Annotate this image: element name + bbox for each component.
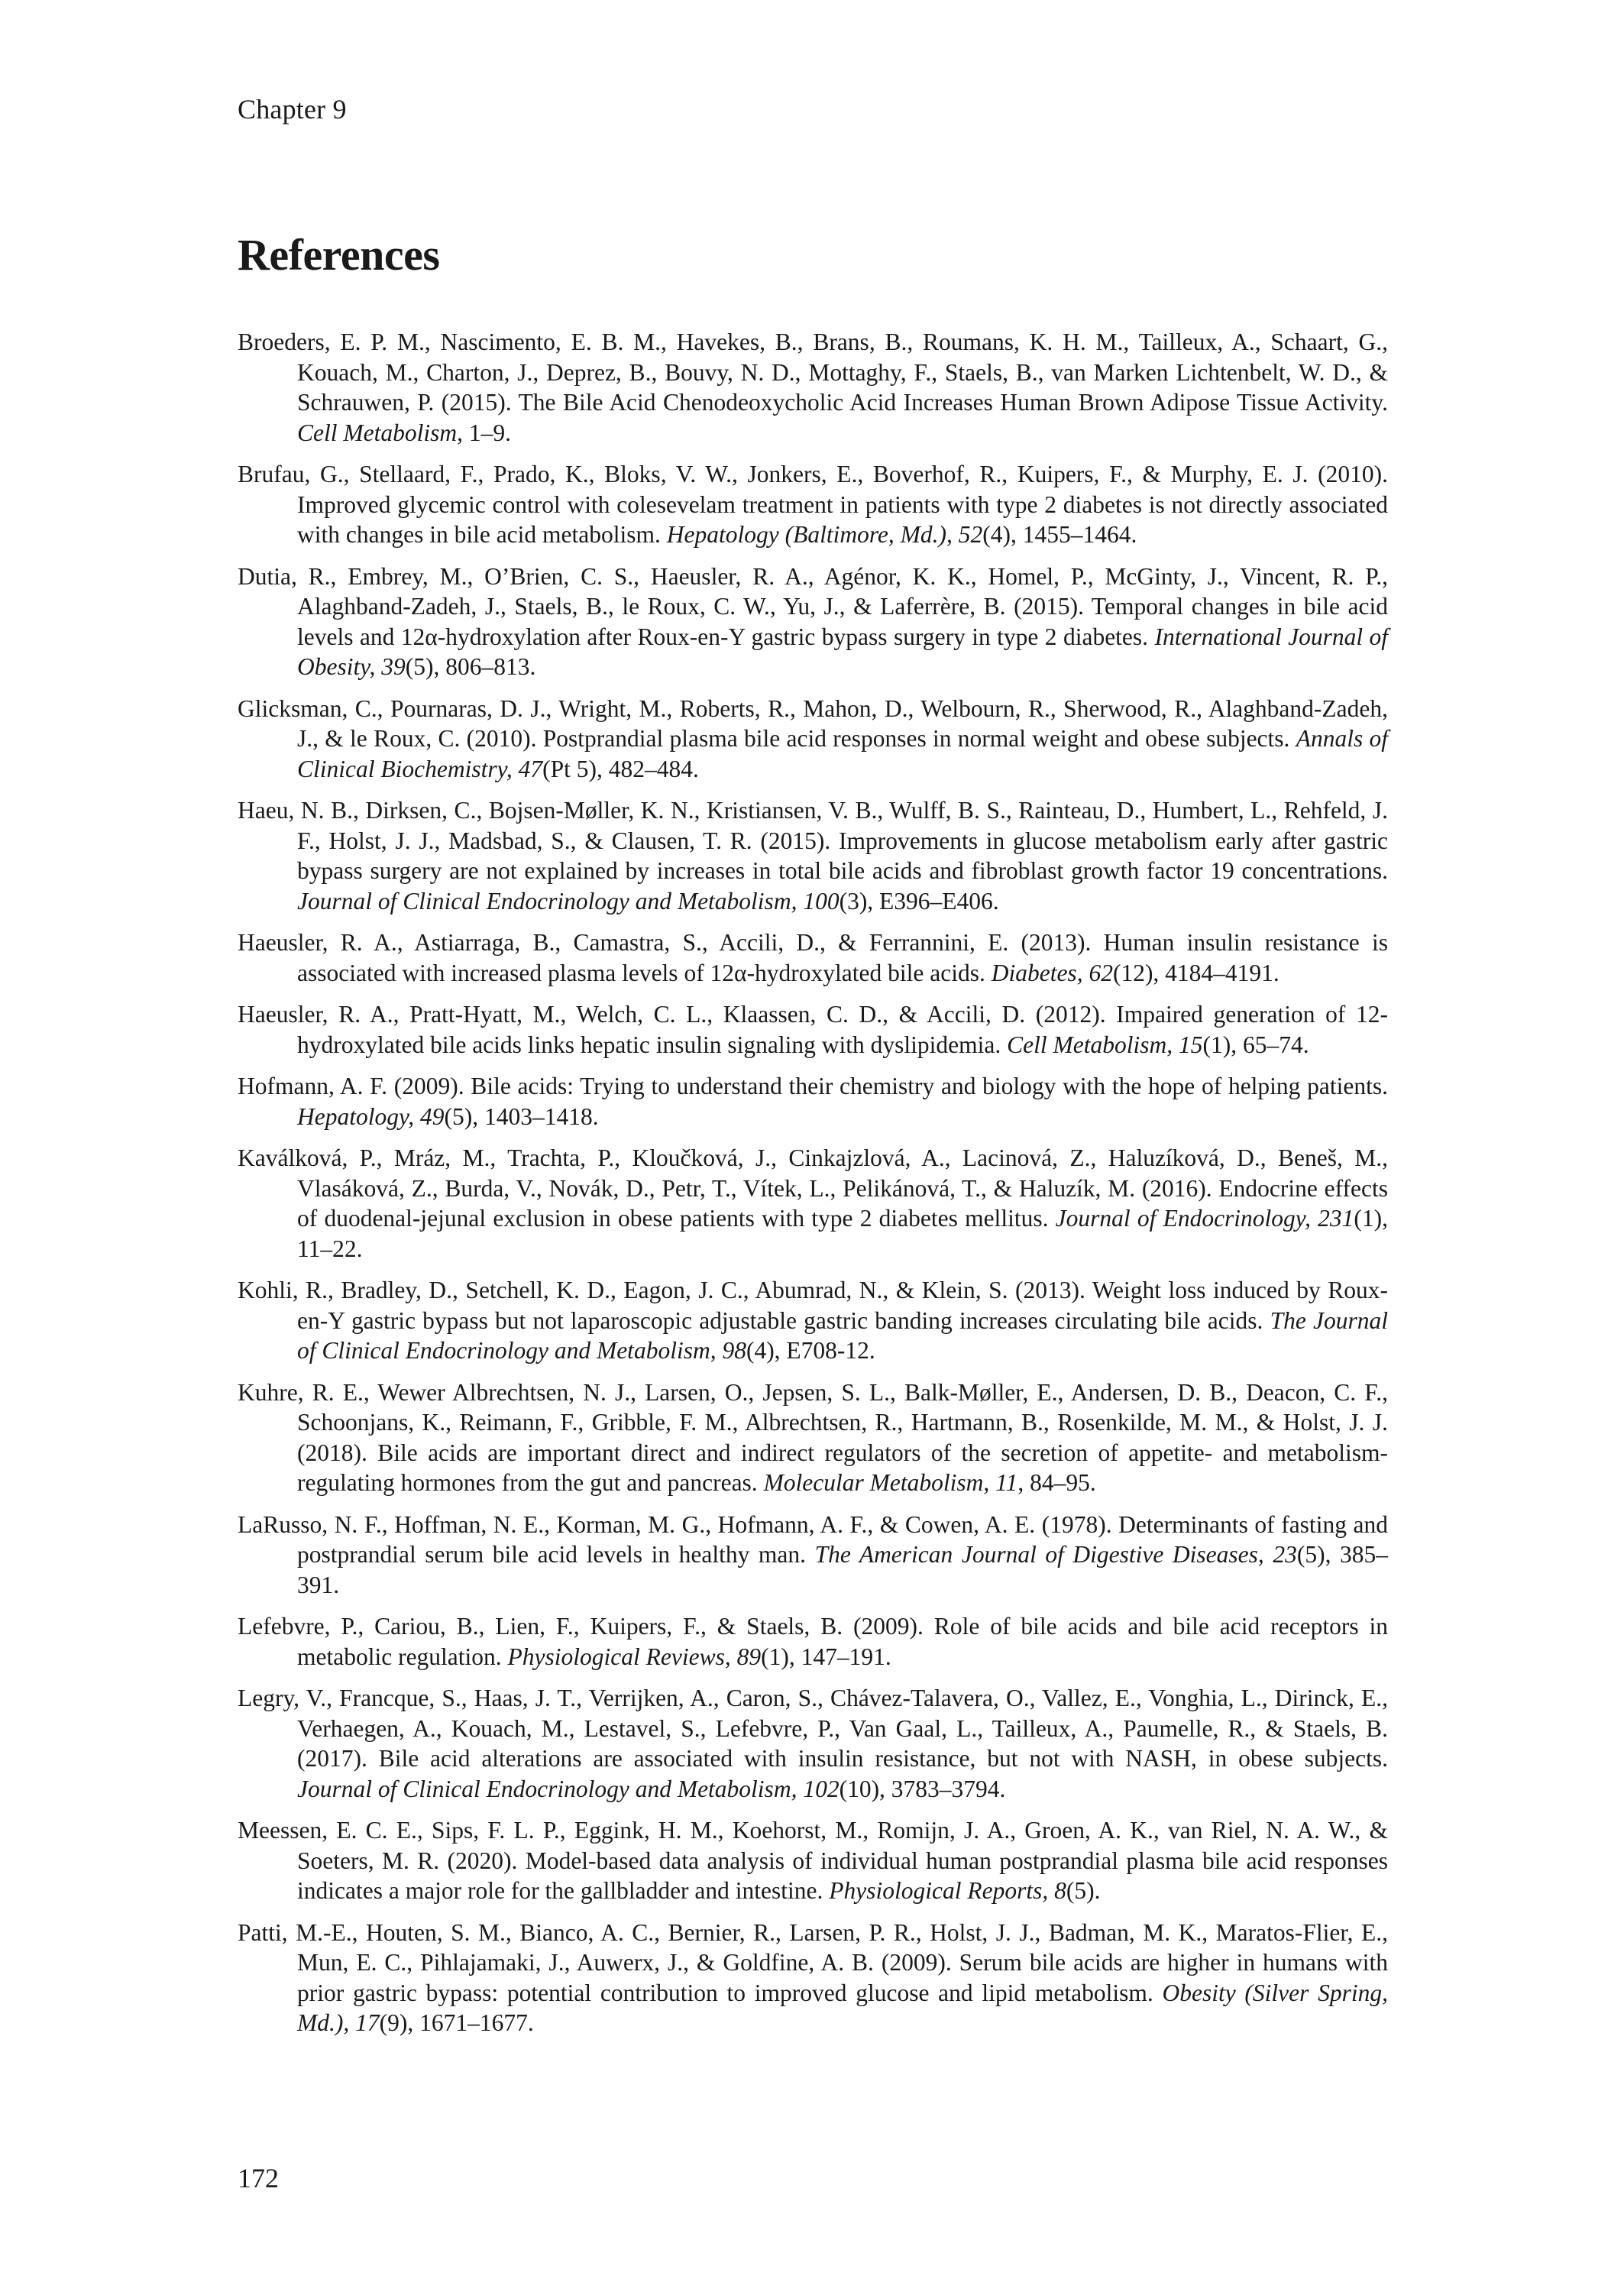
reference-text: Patti, M.-E., Houten, S. M., Bianco, A. C., Bernier, R., Larsen, P. R., Holst, J. J., Badman, M. K., Maratos-Flier, E., Mun, E. C., Pihlajamaki, J., Auwerx, J., & Goldfine, A. B. (2009). Serum bile acids are higher in humans with prior gastric bypass: potential contribution to improved glucose and lipid metabolism. — [238, 1918, 1388, 2006]
reference-text: Lefebvre, P., Cariou, B., Lien, F., Kuipers, F., & Staels, B. (2009). Role of bile acids and bile acid receptors in metabolic regulation. — [238, 1613, 1388, 1670]
reference-journal: Journal of Clinical Endocrinology and Metabolism — [297, 887, 791, 915]
reference-pages: (Pt 5), 482–484. — [542, 755, 699, 782]
reference-volume: , 102 — [791, 1775, 839, 1802]
reference-pages: , 84–95. — [1017, 1469, 1096, 1496]
reference-volume: , 62 — [1076, 959, 1113, 986]
reference-pages: (5), 1403–1418. — [444, 1102, 599, 1130]
reference-journal: Cell Metabolism — [1007, 1031, 1167, 1058]
reference-entry — [238, 562, 1388, 682]
reference-journal: Physiological Reviews — [507, 1643, 725, 1670]
reference-pages: (10), 3783–3794. — [839, 1775, 1006, 1802]
reference-text: LaRusso, N. F., Hoffman, N. E., Korman, M. G., Hofmann, A. F., & Cowen, A. E. (1978). Determinants of fasting and postprandial serum bile acid levels in healthy man. — [238, 1510, 1388, 1568]
reference-text: Haeu, N. B., Dirksen, C., Bojsen-Møller, K. N., Kristiansen, V. B., Wulff, B. S., Rainteau, D., Humbert, L., Rehfeld, J. F., Holst, J. J., Madsbad, S., & Clausen, T. R. (2015). Improvements in glucose metabolism early after gastric bypass surgery are not explained by increases in total bile acids and fibroblast growth factor 19 concentrations. — [238, 797, 1388, 884]
reference-volume: , 17 — [343, 2009, 380, 2036]
reference-entry — [238, 327, 1388, 448]
page-title: References — [238, 230, 440, 280]
reference-entry — [238, 795, 1388, 916]
reference-volume: , 23 — [1257, 1541, 1297, 1568]
reference-entry — [238, 459, 1388, 550]
reference-text: Glicksman, C., Pournaras, D. J., Wright, M., Roberts, R., Mahon, D., Welbourn, R., Sherwood, R., Alaghband-Zadeh, J., & le Roux, C. (2010). Postprandial plasma bile acid responses in normal weight and obese subjects. — [238, 694, 1388, 752]
reference-entry — [238, 1071, 1388, 1131]
reference-text: Hofmann, A. F. (2009). Bile acids: Trying to understand their chemistry and biology with the hope of helping patients. — [238, 1073, 1388, 1099]
reference-volume: , 15 — [1166, 1031, 1203, 1058]
reference-pages: (1), 65–74. — [1202, 1031, 1309, 1058]
reference-volume: , 49 — [408, 1102, 445, 1130]
reference-entry — [238, 1275, 1388, 1366]
reference-entry — [238, 694, 1388, 785]
reference-pages: , 1–9. — [457, 419, 511, 446]
reference-pages: (4), E708-12. — [746, 1337, 875, 1364]
reference-journal: The American Journal of Digestive Diseases — [814, 1541, 1258, 1568]
reference-pages: (5), 806–813. — [405, 653, 536, 680]
reference-text: Dutia, R., Embrey, M., O’Brien, C. S., Haeusler, R. A., Agénor, K. K., Homel, P., McGinty, J., Vincent, R. P., Alaghband-Zadeh, J., Staels, B., le Roux, C. W., Yu, J., & Laferrère, B. (2015). Temporal changes in bile acid levels and 12α-hydroxylation after Roux-en-Y gastric bypass surgery in type 2 diabetes. — [238, 562, 1388, 650]
reference-pages: (1), 147–191. — [761, 1643, 891, 1670]
reference-journal: Annals of Clinical Biochemistry — [297, 725, 1388, 782]
reference-entry — [238, 1611, 1388, 1672]
reference-text: Legry, V., Francque, S., Haas, J. T., Verrijken, A., Caron, S., Chávez-Talavera, O., Vallez, E., Vonghia, L., Dirinck, E., Verhaegen, A., Kouach, M., Lestavel, S., Lefebvre, P., Van Gaal, L., Tailleux, A., Paumelle, R., & Staels, B. (2017). Bile acid alterations are associated with insulin resistance, but not with NASH, in obese subjects. — [238, 1685, 1388, 1772]
reference-volume: , 8 — [1042, 1877, 1066, 1904]
reference-pages: (1), 11–22. — [297, 1205, 1389, 1262]
reference-text: Kuhre, R. E., Wewer Albrechtsen, N. J., Larsen, O., Jepsen, S. L., Balk-Møller, E., Andersen, D. B., Deacon, C. F., Schoonjans, K., Reimann, F., Gribble, F. M., Albrechtsen, R., Hartmann, B., Rosenkilde, M. M., & Holst, J. J. (2018). Bile acids are important direct and indirect regulators of the secretion of appetite- and metabolism-regulating hormones from the gut and pancreas. — [238, 1378, 1388, 1496]
reference-journal: The Journal of Clinical Endocrinology and Metabolism — [297, 1306, 1388, 1364]
reference-pages: (3), E396–E406. — [839, 887, 999, 915]
reference-entry — [238, 1683, 1388, 1804]
reference-text: Kohli, R., Bradley, D., Setchell, K. D., Eagon, J. C., Abumrad, N., & Klein, S. (2013). Weight loss induced by Roux-en-Y gastric bypass but not laparoscopic adjustable gastric banding increases circulating bile acids. — [238, 1277, 1388, 1334]
reference-volume: , 89 — [724, 1643, 762, 1670]
reference-volume: , 98 — [710, 1337, 746, 1364]
reference-entry — [238, 1918, 1388, 2038]
reference-volume: , 39 — [369, 653, 406, 680]
reference-journal: Hepatology (Baltimore, Md.) — [666, 521, 947, 548]
reference-volume: , 52 — [946, 521, 983, 548]
page-number: 172 — [238, 2163, 279, 2193]
reference-text: Meessen, E. C. E., Sips, F. L. P., Eggink, H. M., Koehorst, M., Romijn, J. A., Groen, A. K., van Riel, N. A. W., & Soeters, M. R. (2020). Model-based data analysis of individual human postprandial plasma bile acid responses indicates a major role for the gallbladder and intestine. — [238, 1817, 1388, 1904]
reference-text: Brufau, G., Stellaard, F., Prado, K., Bloks, V. W., Jonkers, E., Boverhof, R., Kuipers, F., & Murphy, E. J. (2010). Improved glycemic control with colesevelam treatment in patients with type 2 diabetes is not directly associated with changes in bile acid metabolism. — [238, 461, 1388, 548]
reference-volume: , 231 — [1305, 1205, 1354, 1232]
reference-journal: International Journal of Obesity — [297, 623, 1388, 680]
reference-journal: Cell Metabolism — [297, 419, 458, 446]
reference-journal: Physiological Reports — [829, 1877, 1043, 1904]
reference-text: Broeders, E. P. M., Nascimento, E. B. M., Havekes, B., Brans, B., Roumans, K. H. M., Tailleux, A., Schaart, G., Kouach, M., Charton, J., Deprez, B., Bouvy, N. D., Mottaghy, F., Staels, B., van Marken Lichtenbelt, W. D., & Schrauwen, P. (2015). The Bile Acid Chenodeoxycholic Acid Increases Human Brown Adipose Tissue Activity. — [238, 329, 1388, 416]
reference-entry — [238, 927, 1388, 988]
reference-journal: Obesity (Silver Spring, Md.) — [297, 1979, 1389, 2036]
reference-journal: Journal of Endocrinology — [1055, 1205, 1305, 1232]
reference-journal: Journal of Clinical Endocrinology and Metabolism — [297, 1775, 791, 1802]
reference-text: Haeusler, R. A., Pratt-Hyatt, M., Welch, C. L., Klaassen, C. D., & Accili, D. (2012). Impaired generation of 12-hydroxylated bile acids links hepatic insulin signaling with dyslipidemia. — [238, 1001, 1388, 1058]
reference-pages: (5). — [1066, 1877, 1101, 1904]
reference-journal: Diabetes — [991, 959, 1077, 986]
reference-entry — [238, 1510, 1388, 1601]
reference-volume: , 47 — [506, 755, 543, 782]
reference-journal: Molecular Metabolism — [763, 1469, 984, 1496]
reference-text: Haeusler, R. A., Astiarraga, B., Camastra, S., Accili, D., & Ferrannini, E. (2013). Human insulin resistance is associated with increased plasma levels of 12α-hydroxylated bile acids. — [238, 929, 1388, 986]
reference-list — [238, 327, 1388, 2050]
reference-entry — [238, 1377, 1388, 1498]
reference-entry — [238, 1815, 1388, 1906]
reference-pages: (4), 1455–1464. — [982, 521, 1137, 548]
reference-text: Kaválková, P., Mráz, M., Trachta, P., Kloučková, J., Cinkajzlová, A., Lacinová, Z., Haluzíková, D., Beneš, M., Vlasáková, Z., Burda, V., Novák, D., Petr, T., Vítek, L., Pelikánová, T., & Haluzík, M. (2016). Endocrine effects of duodenal-jejunal exclusion in obese patients with type 2 diabetes mellitus. — [238, 1144, 1388, 1232]
reference-volume: , 100 — [791, 887, 839, 915]
reference-journal: Hepatology — [297, 1102, 409, 1130]
reference-pages: (12), 4184–4191. — [1112, 959, 1279, 986]
running-head: Chapter 9 — [238, 94, 347, 125]
reference-pages: (9), 1671–1677. — [379, 2009, 534, 2036]
reference-volume: , 11 — [983, 1469, 1018, 1496]
reference-pages: (5), 385–391. — [297, 1541, 1389, 1598]
reference-entry — [238, 1143, 1388, 1264]
reference-entry — [238, 999, 1388, 1060]
